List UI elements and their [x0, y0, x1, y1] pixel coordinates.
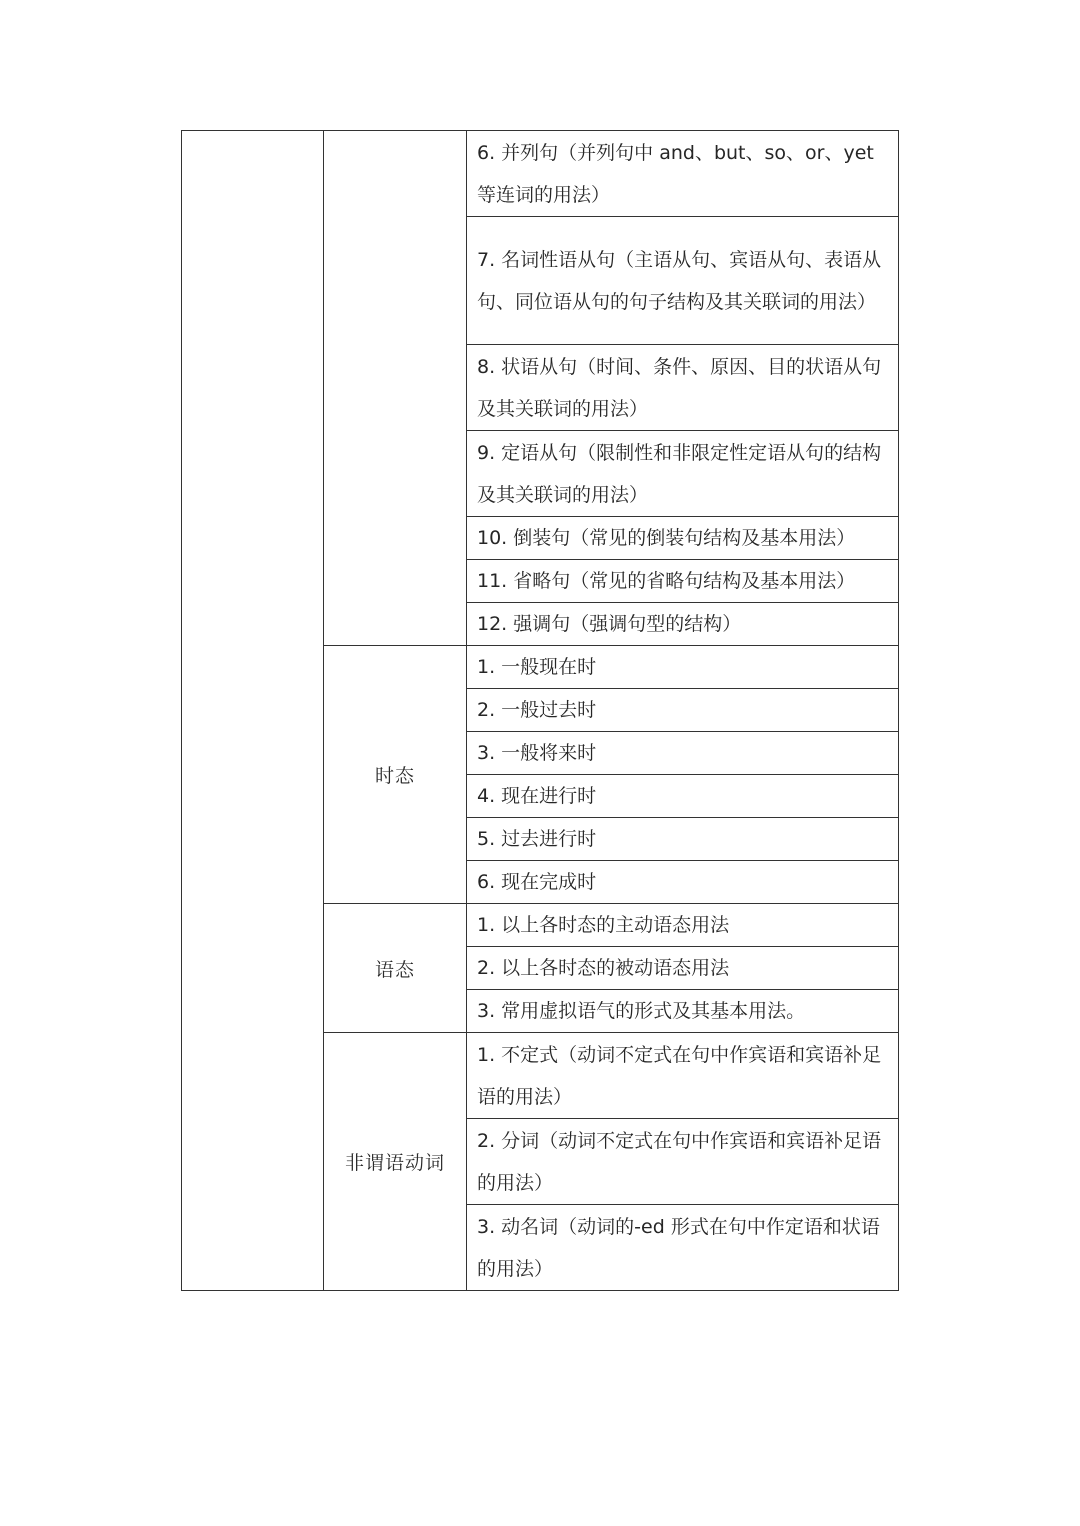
- grammar-table: [181, 130, 899, 1291]
- list-item: 10. 倒装句（常见的倒装句结构及基本用法）: [467, 517, 899, 560]
- list-item: 7. 名词性语从句（主语从句、宾语从句、表语从句、同位语从句的句子结构及其关联词的用法）: [467, 217, 899, 345]
- list-item: 6. 现在完成时: [467, 861, 899, 904]
- list-item: 2. 分词（动词不定式在句中作宾语和宾语补足语的用法）: [467, 1119, 899, 1205]
- category-cell: [324, 131, 467, 646]
- list-item: 2. 以上各时态的被动语态用法: [467, 947, 899, 990]
- list-item: 12. 强调句（强调句型的结构）: [467, 603, 899, 646]
- list-item: 2. 一般过去时: [467, 689, 899, 732]
- category-tense: 时态: [324, 646, 467, 904]
- list-item: 8. 状语从句（时间、条件、原因、目的状语从句及其关联词的用法）: [467, 345, 899, 431]
- list-item: 5. 过去进行时: [467, 818, 899, 861]
- category-voice: 语态: [324, 904, 467, 1033]
- list-item: 11. 省略句（常见的省略句结构及基本用法）: [467, 560, 899, 603]
- list-item: 6. 并列句（并列句中 and、but、so、or、yet 等连词的用法）: [467, 131, 899, 217]
- list-item: 1. 以上各时态的主动语态用法: [467, 904, 899, 947]
- list-item: 3. 一般将来时: [467, 732, 899, 775]
- list-item: 4. 现在进行时: [467, 775, 899, 818]
- outer-category-cell: [182, 131, 324, 1291]
- list-item: 1. 一般现在时: [467, 646, 899, 689]
- list-item: 3. 动名词（动词的-ed 形式在句中作定语和状语的用法）: [467, 1205, 899, 1291]
- list-item: 3. 常用虚拟语气的形式及其基本用法。: [467, 990, 899, 1033]
- table-row: [182, 131, 899, 217]
- list-item: 9. 定语从句（限制性和非限定性定语从句的结构及其关联词的用法）: [467, 431, 899, 517]
- list-item: 1. 不定式（动词不定式在句中作宾语和宾语补足语的用法）: [467, 1033, 899, 1119]
- category-nonfinite-verbs: 非谓语动词: [324, 1033, 467, 1291]
